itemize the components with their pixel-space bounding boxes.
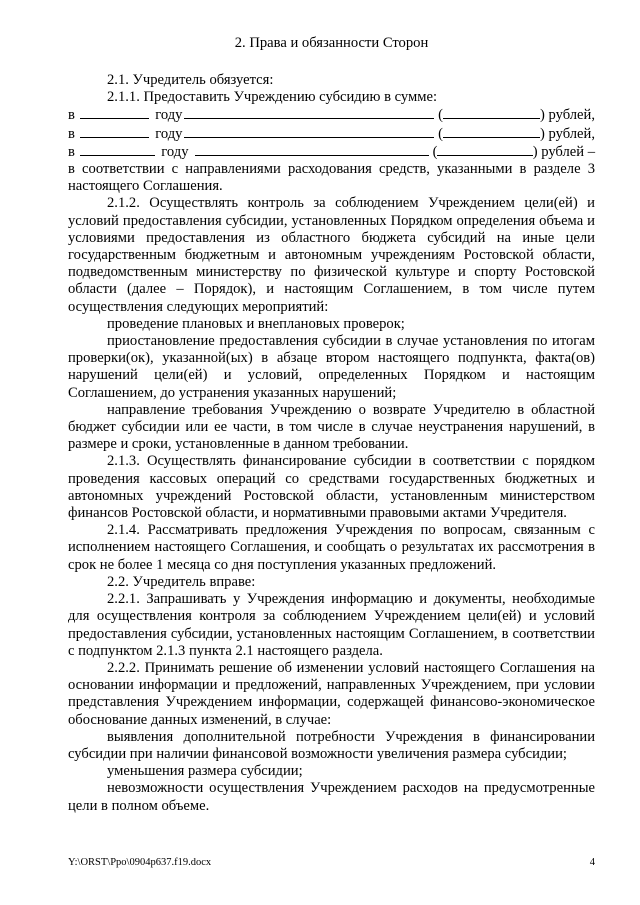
year-word: году: [161, 143, 189, 160]
page-footer: [68, 857, 595, 868]
year-word: году: [155, 125, 183, 142]
sum-line-1: [68, 106, 595, 124]
amount-words-blank[interactable]: [184, 125, 434, 138]
paragraph-2-1-3: 2.1.3. Осуществлять финансирование субсидии в соответствии с порядком проведения кассовых операций со средствами государственных бюджетных и автономных учреждений Ростовской области, установленным министерством финансов Ростовской области, и нормативными правовыми актами Учредителя.: [68, 453, 595, 522]
amount-words-blank[interactable]: [195, 143, 429, 156]
rubles-label: ) рублей –: [532, 143, 595, 160]
document-page: [68, 34, 595, 815]
amount-digits-blank[interactable]: [443, 106, 540, 119]
case-reduction: уменьшения размера субсидии;: [107, 763, 303, 780]
paragraph-2-2-1: 2.2.1. Запрашивать у Учреждения информацию и документы, необходимые для осуществления контроля за соблюдением Учреждением цели(ей) и условий предоставления субсидии, установленных настоящим Соглашением, в соответствии с подпунктом 2.1.3 пункта 2.1 настоящего раздела.: [68, 591, 595, 659]
sum-prefix: в: [68, 143, 75, 160]
case-impossibility: невозможности осуществления Учреждением расходов на предусмотренные цели в полном объеме.: [68, 780, 595, 814]
file-path: Y:\ORST\Ppo\0904p637.f19.docx: [68, 857, 212, 868]
paragraph-2-1-1: 2.1.1. Предоставить Учреждению субсидию в сумме:: [107, 89, 438, 106]
sum-line-2: [68, 125, 595, 143]
open-paren: (: [432, 143, 438, 160]
measure-refund-demand: направление требования Учреждению о возврате Учредителю в областной бюджет субсидии или ее части, в том числе в случае неустранения нарушений, в размере и сроки, установленные в данном требовании.: [68, 401, 595, 453]
paragraph-2-2-2: 2.2.2. Принимать решение об изменении условий настоящего Соглашения на основании информации и предложений, направленных Учреждением, при условии представления Учреждением информации, содержащей финансово-экономическое обоснование данных изменений, в случае:: [68, 659, 595, 728]
year-word: году: [155, 107, 183, 124]
rubles-label: ) рублей,: [540, 125, 595, 142]
year-blank[interactable]: [80, 143, 155, 156]
paragraph-directions: в соответствии с направлениями расходования средств, указанными в разделе 3 настоящего Соглашения.: [68, 161, 595, 195]
sum-line-3: [68, 143, 595, 161]
amount-digits-blank[interactable]: [443, 125, 540, 138]
year-blank[interactable]: [80, 106, 149, 119]
open-paren: (: [438, 107, 443, 124]
open-paren: (: [438, 125, 443, 142]
page-number: 4: [589, 857, 595, 868]
paragraph-2-1-4: 2.1.4. Рассматривать предложения Учреждения по вопросам, связанным с исполнением настоящего Соглашения, и сообщать о результатах их рассмотрения в срок не более 1 месяца со дня поступления указанных предложений.: [68, 522, 595, 573]
sum-prefix: в: [68, 107, 75, 124]
amount-words-blank[interactable]: [184, 106, 434, 119]
paragraph-2-1-2: 2.1.2. Осуществлять контроль за соблюдением Учреждением цели(ей) и условий предоставления субсидии, установленных Порядком определения объема и условиями предоставления из областного бюджета субсидий на иные цели государственным бюджетным и автономным учреждениям Ростовской области, подведомственным министерству по физической культуре и спорту Ростовской области (далее – Порядок), и настоящим Соглашением, в том числе путем осуществления следующих мероприятий:: [68, 195, 595, 315]
rubles-label: ) рублей,: [540, 107, 595, 124]
sum-prefix: в: [68, 125, 75, 142]
amount-digits-blank[interactable]: [437, 143, 532, 156]
year-blank[interactable]: [80, 125, 149, 138]
paragraph-2-2: 2.2. Учредитель вправе:: [107, 573, 256, 590]
measure-inspections: проведение плановых и внеплановых проверок;: [107, 315, 405, 332]
case-additional-need: выявления дополнительной потребности Учреждения в финансировании субсидии при наличии финансовой возможности увеличения размера субсидии;: [68, 728, 595, 762]
section-title: 2. Права и обязанности Сторон: [234, 35, 429, 51]
measure-suspension: приостановление предоставления субсидии в случае установления по итогам проверки(ок), указанной(ых) в абзаце втором настоящего подпункта, факта(ов) нарушений цели(ей) и условий, определенных Порядком и настоящим Соглашением, до устранения указанных нарушений;: [68, 333, 595, 401]
paragraph-2-1: 2.1. Учредитель обязуется:: [107, 72, 274, 88]
